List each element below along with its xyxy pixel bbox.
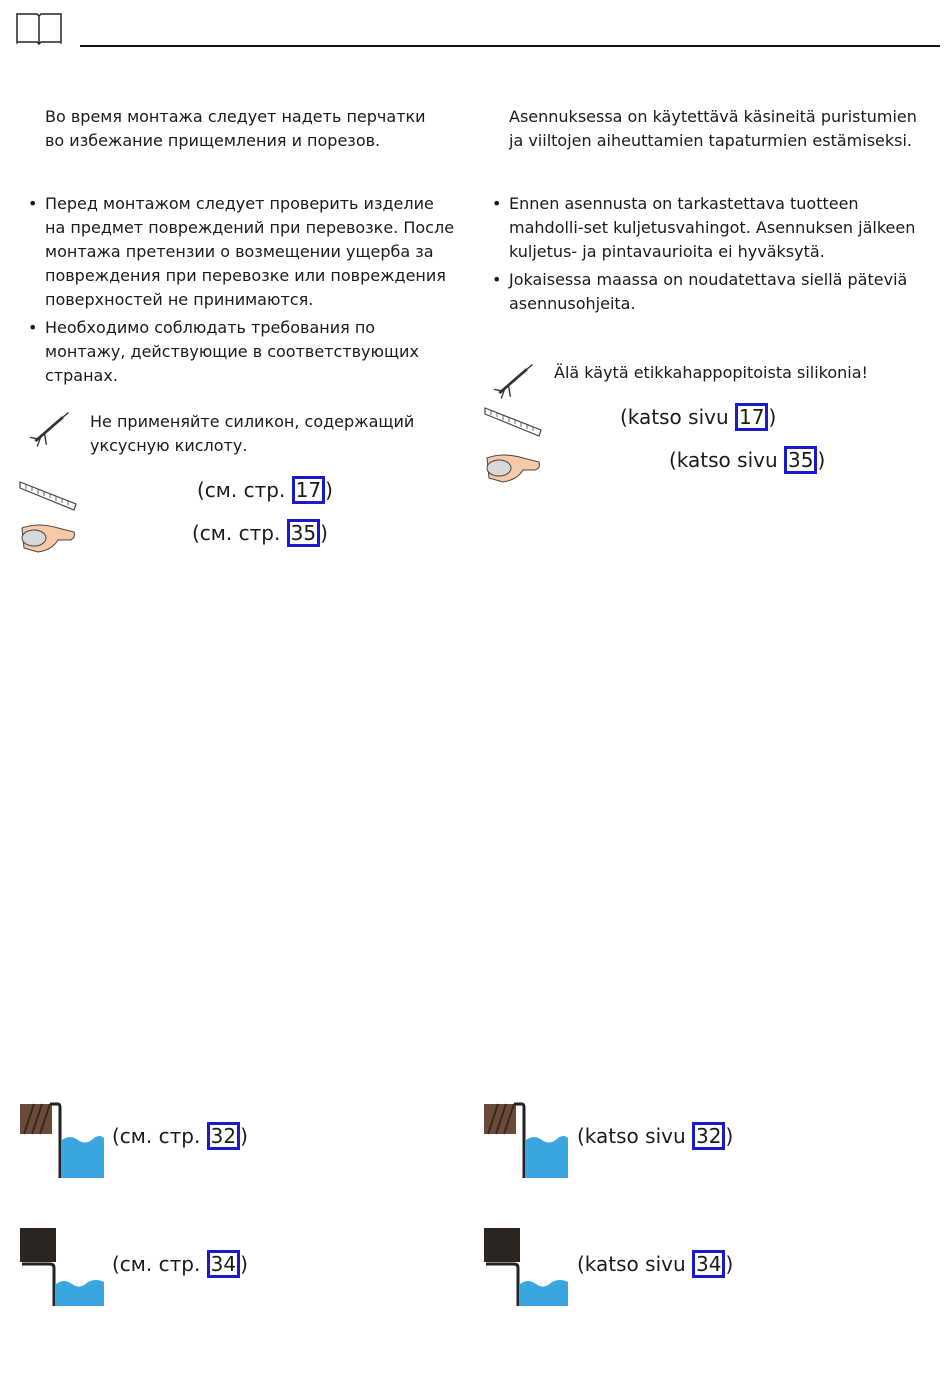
ru-bullet-list	[25, 192, 457, 392]
page-link-32[interactable]: 32	[207, 1122, 240, 1150]
floor-standing-drain-icon	[484, 1228, 568, 1306]
ru-gloves-text: Во время монтажа следует надеть перчатки во избежание прищемления и порезов.	[45, 107, 426, 150]
ru-bullet-item: • Необходимо соблюдать требования по монтажу, действующие в соответствующих странах.	[25, 316, 457, 388]
fi-ref-34: (katso sivu 34 )	[577, 1252, 734, 1276]
ru-bullet-item: • Перед монтажом следует проверить изделие на предмет повреждений при перевозке. После монтажа претензии о возмещении ущерба за повреждения при перевозке или повреждения поверхностей не принимаются.	[25, 192, 457, 312]
ru-ref-35: (см. стр. 35 )	[192, 521, 328, 545]
silicone-gun-icon	[28, 410, 74, 450]
page-link-17[interactable]: 17	[292, 476, 325, 504]
book-icon	[15, 10, 63, 48]
hand-cleaning-icon	[483, 448, 543, 486]
floor-standing-drain-icon	[20, 1228, 104, 1306]
ru-ref-34: (см. стр. 34 )	[112, 1252, 248, 1276]
page-link-34[interactable]: 34	[207, 1250, 240, 1278]
silicone-gun-icon	[492, 362, 538, 402]
hand-cleaning-icon	[18, 518, 78, 556]
fi-gloves-text: Asennuksessa on käytettävä käsineitä puristumien ja viiltojen aiheuttamien tapaturmien estämiseksi.	[509, 107, 917, 150]
ru-ref-32: (см. стр. 32 )	[112, 1124, 248, 1148]
fi-ref-32: (katso sivu 32 )	[577, 1124, 734, 1148]
page-link-35[interactable]: 35	[287, 519, 320, 547]
ru-silicone-text: Не применяйте силикон, содержащий уксусную кислоту.	[90, 412, 415, 455]
ruler-icon	[483, 404, 543, 440]
page-link-35[interactable]: 35	[784, 446, 817, 474]
fi-ref-35: (katso sivu 35 )	[669, 448, 826, 472]
ru-ref-17: (см. стр. 17 )	[197, 478, 333, 502]
fi-ref-17: (katso sivu 17 )	[620, 405, 777, 429]
page-link-34[interactable]: 34	[692, 1250, 725, 1278]
fi-bullet-list	[489, 192, 921, 320]
wall-mounted-drain-icon	[20, 1100, 104, 1178]
ruler-icon	[18, 478, 78, 514]
fi-bullet-item: • Ennen asennusta on tarkastettava tuotteen mahdolli-set kuljetusvahingot. Asennuksen jälkeen kuljetus- ja pintavaurioita ei hyväksytä.	[489, 192, 921, 264]
page-link-32[interactable]: 32	[692, 1122, 725, 1150]
page-link-17[interactable]: 17	[735, 403, 768, 431]
wall-mounted-drain-icon	[484, 1100, 568, 1178]
header-rule	[80, 45, 940, 47]
fi-silicone-text: Älä käytä etikkahappopitoista silikonia!	[554, 363, 868, 382]
fi-bullet-item: • Jokaisessa maassa on noudatettava siellä päteviä asennusohjeita.	[489, 268, 921, 316]
